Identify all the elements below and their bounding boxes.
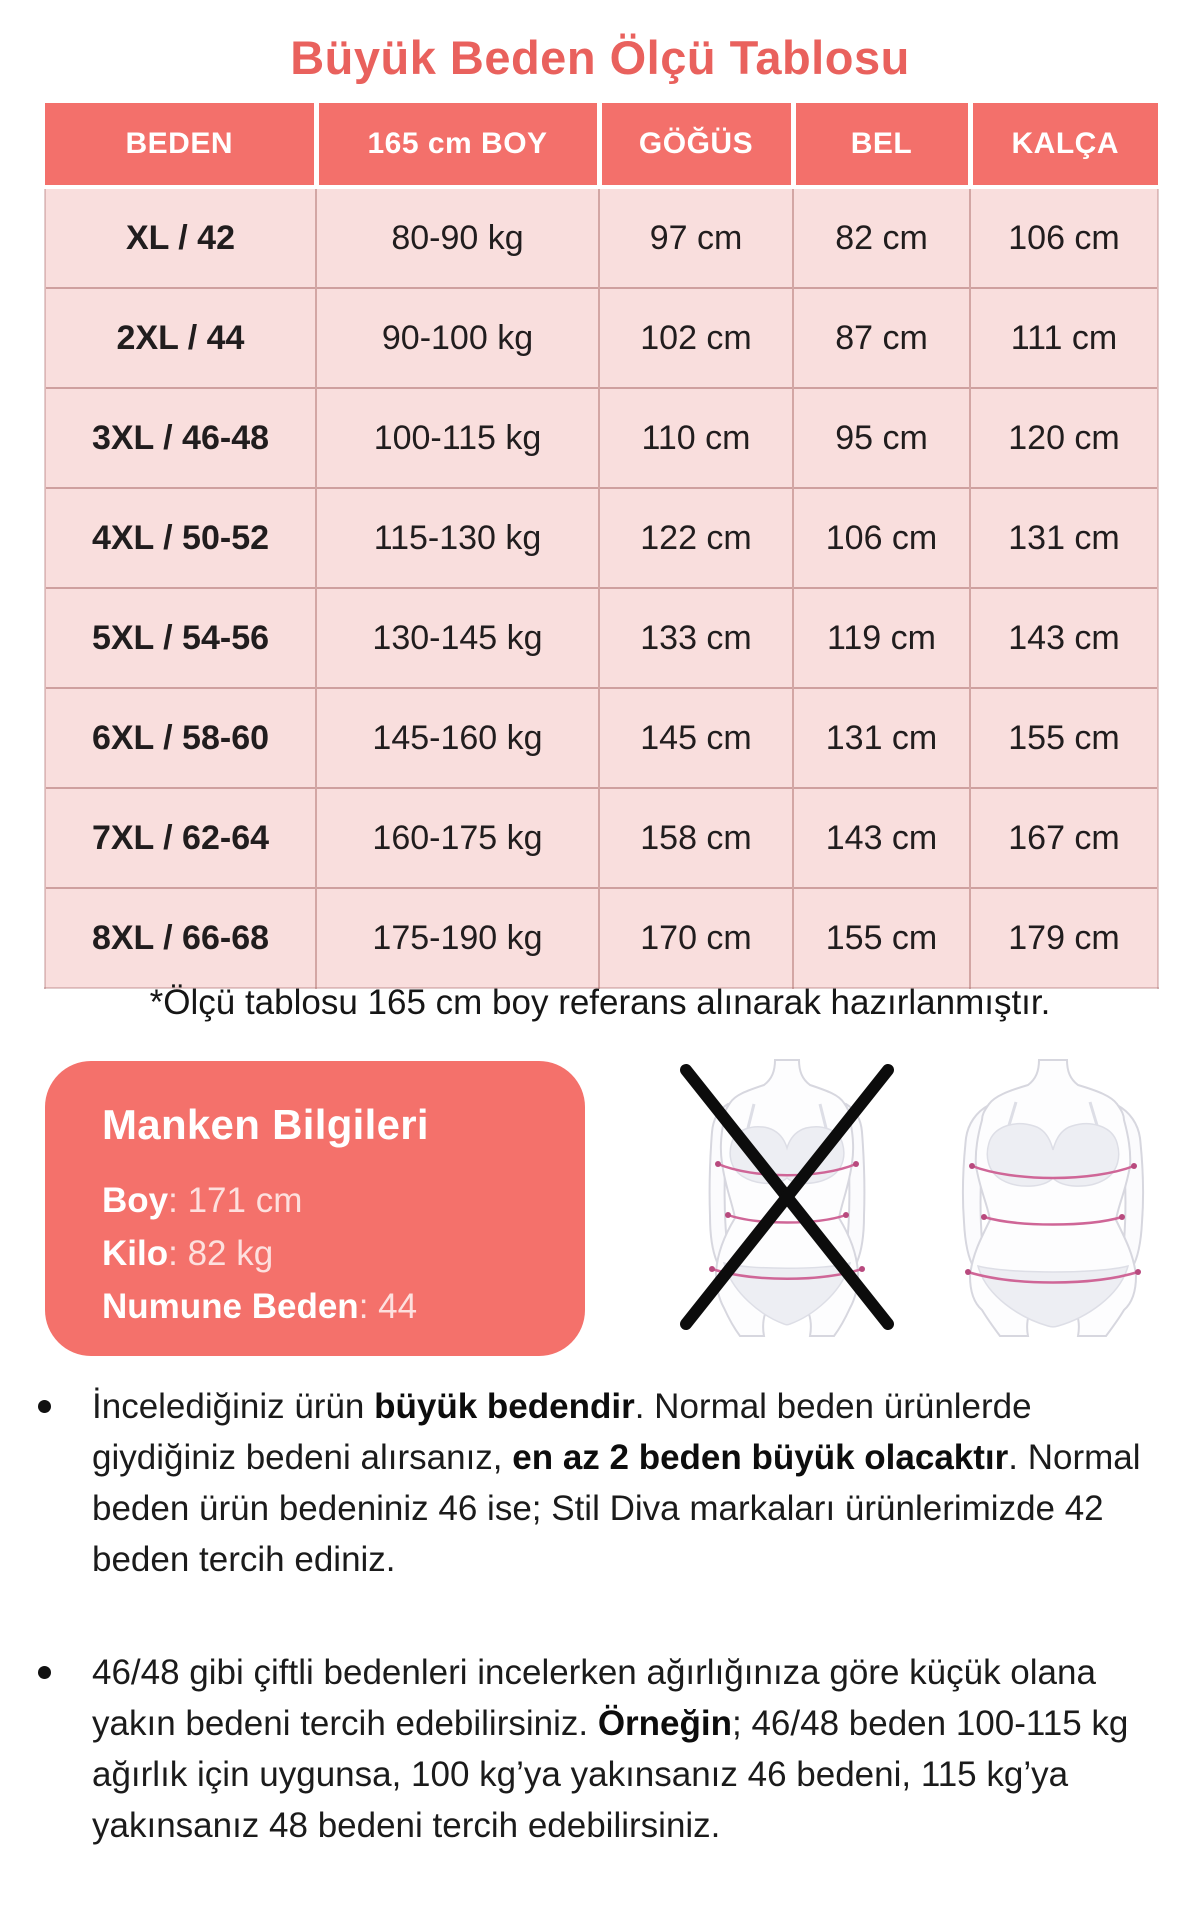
table-cell: XL / 42 [45, 187, 316, 288]
size-table [44, 103, 1159, 989]
table-cell: 106 cm [793, 488, 970, 588]
table-cell: 119 cm [793, 588, 970, 688]
table-row [45, 288, 1158, 388]
table-cell: 106 cm [970, 187, 1158, 288]
table-cell: 145 cm [599, 688, 793, 788]
table-cell: 6XL / 58-60 [45, 688, 316, 788]
table-cell: 143 cm [793, 788, 970, 888]
table-cell: 158 cm [599, 788, 793, 888]
table-cell: 7XL / 62-64 [45, 788, 316, 888]
column-header: KALÇA [970, 103, 1158, 187]
measure-end-dot [715, 1161, 721, 1167]
note-text: İncelediğiniz ürün büyük bedendir. Normal beden ürünlerde giydiğiniz bedeni alırsanız, en az 2 beden büyük olacaktır. Normal beden ürün bedeniniz 46 ise; Stil Diva markaları ürünlerimizde 42 beden tercih ediniz. [92, 1387, 1141, 1579]
table-row [45, 888, 1158, 988]
table-cell: 110 cm [599, 388, 793, 488]
separator: : [168, 1181, 188, 1220]
table-cell: 175-190 kg [316, 888, 599, 988]
table-cell: 4XL / 50-52 [45, 488, 316, 588]
note-item [30, 1381, 1176, 1585]
note-item [30, 1647, 1176, 1851]
model-height-value: 171 cm [187, 1181, 303, 1220]
table-cell: 179 cm [970, 888, 1158, 988]
measure-end-dot [1119, 1214, 1125, 1220]
model-weight-label: Kilo [102, 1234, 169, 1273]
measure-end-dot [965, 1269, 971, 1275]
measure-end-dot [981, 1214, 987, 1220]
table-row [45, 388, 1158, 488]
table-row [45, 588, 1158, 688]
table-cell: 102 cm [599, 288, 793, 388]
measure-end-dot [969, 1163, 975, 1169]
table-cell: 131 cm [793, 688, 970, 788]
notes-list [30, 1381, 1176, 1913]
table-cell: 97 cm [599, 187, 793, 288]
table-row [45, 187, 1158, 288]
table-cell: 100-115 kg [316, 388, 599, 488]
crossed-out-body-figure [672, 1058, 902, 1343]
measured-body-figure [938, 1058, 1168, 1343]
model-info-card [45, 1061, 585, 1356]
header-row [45, 103, 1158, 187]
model-weight-line [102, 1236, 555, 1272]
model-weight-value: 82 kg [187, 1234, 274, 1273]
bullet-dot [38, 1400, 51, 1413]
measure-end-dot [709, 1266, 715, 1272]
table-cell: 95 cm [793, 388, 970, 488]
table-cell: 115-130 kg [316, 488, 599, 588]
table-cell: 155 cm [970, 688, 1158, 788]
model-height-line [102, 1183, 555, 1219]
table-cell: 170 cm [599, 888, 793, 988]
table-cell: 8XL / 66-68 [45, 888, 316, 988]
model-info-title: Manken Bilgileri [102, 1101, 429, 1148]
table-cell: 131 cm [970, 488, 1158, 588]
slim-body-illustration [672, 1058, 902, 1338]
model-height-label: Boy [102, 1181, 169, 1220]
note-text: 46/48 gibi çiftli bedenleri incelerken ağırlığınıza göre küçük olana yakın bedeni tercih edebilirsiniz. Örneğin; 46/48 beden 100-115 kg ağırlık için uygunsa, 100 kg’ya yakınsanız 46 bedeni, 115 kg’ya yakınsanız 48 bedeni tercih edebilirsiniz. [92, 1653, 1129, 1845]
measure-end-dot [859, 1266, 865, 1272]
separator: : [358, 1287, 379, 1326]
table-cell: 80-90 kg [316, 187, 599, 288]
measure-end-dot [853, 1161, 859, 1167]
column-header: BEDEN [45, 103, 316, 187]
measure-end-dot [843, 1212, 849, 1218]
table-row [45, 488, 1158, 588]
bullet-dot [38, 1666, 51, 1679]
model-sample-size-line [102, 1289, 555, 1325]
measure-end-dot [1135, 1269, 1141, 1275]
column-header: GÖĞÜS [599, 103, 793, 187]
separator: : [168, 1234, 188, 1273]
column-header: 165 cm BOY [316, 103, 599, 187]
table-cell: 133 cm [599, 588, 793, 688]
table-cell: 122 cm [599, 488, 793, 588]
table-cell: 2XL / 44 [45, 288, 316, 388]
table-cell: 87 cm [793, 288, 970, 388]
table-cell: 155 cm [793, 888, 970, 988]
table-row [45, 688, 1158, 788]
table-cell: 130-145 kg [316, 588, 599, 688]
size-table-header [45, 103, 1158, 187]
table-cell: 145-160 kg [316, 688, 599, 788]
table-cell: 160-175 kg [316, 788, 599, 888]
table-cell: 5XL / 54-56 [45, 588, 316, 688]
model-sample-size-label: Numune Beden [102, 1287, 359, 1326]
table-cell: 143 cm [970, 588, 1158, 688]
size-table-body [45, 187, 1158, 988]
measure-end-dot [1131, 1163, 1137, 1169]
table-cell: 90-100 kg [316, 288, 599, 388]
column-header: BEL [793, 103, 970, 187]
table-cell: 111 cm [970, 288, 1158, 388]
table-cell: 120 cm [970, 388, 1158, 488]
table-cell: 3XL / 46-48 [45, 388, 316, 488]
table-cell: 167 cm [970, 788, 1158, 888]
plus-body-illustration [938, 1058, 1168, 1338]
table-cell: 82 cm [793, 187, 970, 288]
page-title: Büyük Beden Ölçü Tablosu [290, 31, 910, 84]
table-footnote: *Ölçü tablosu 165 cm boy referans alınarak hazırlanmıştır. [149, 983, 1051, 1022]
measure-end-dot [725, 1212, 731, 1218]
model-sample-size-value: 44 [378, 1287, 418, 1326]
table-row [45, 788, 1158, 888]
